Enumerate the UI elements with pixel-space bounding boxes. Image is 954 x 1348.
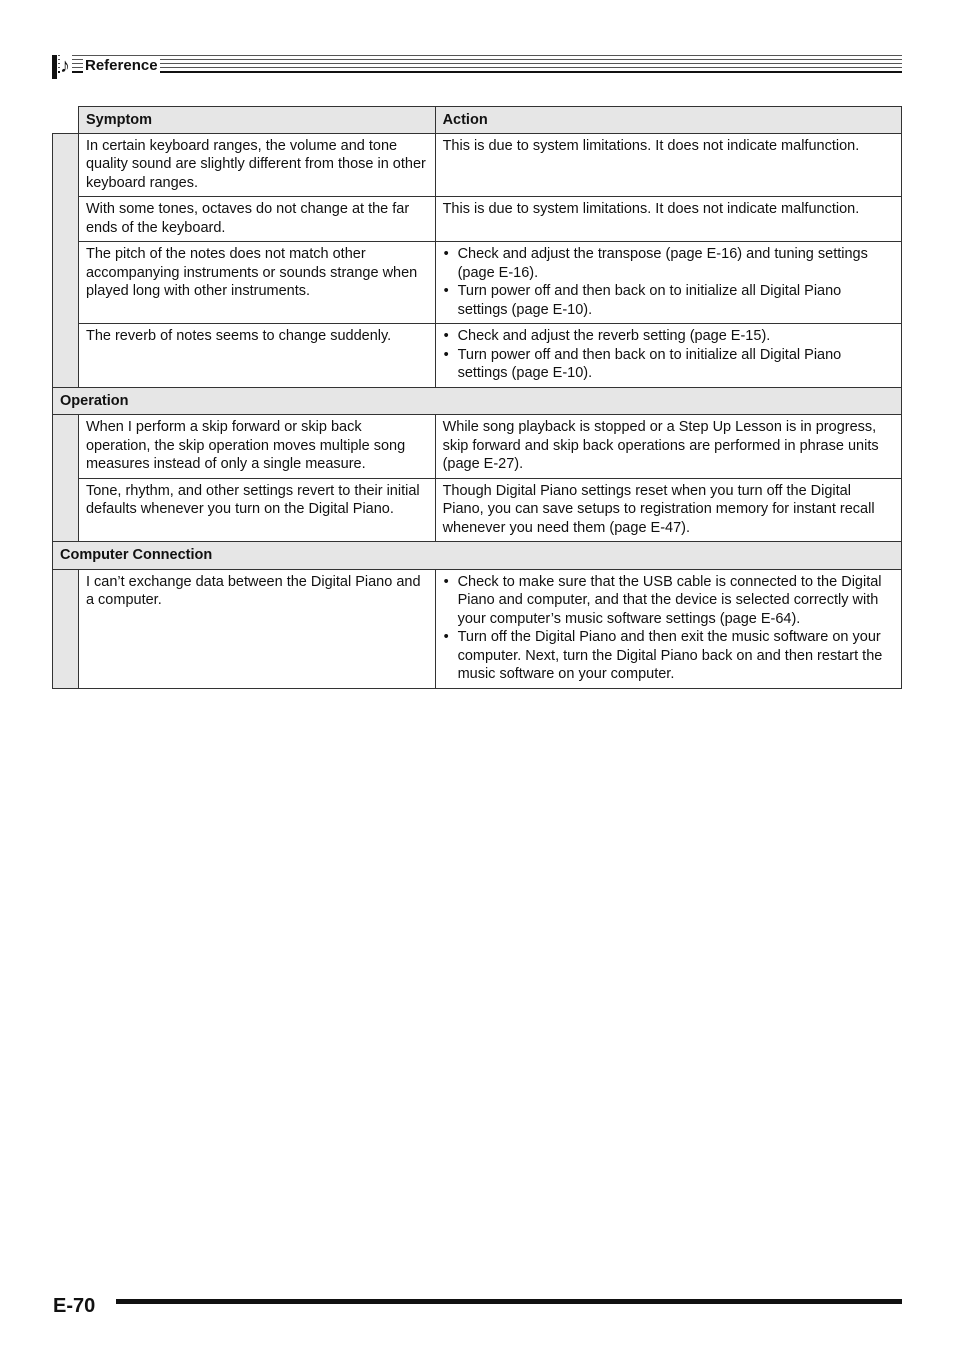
section-title: Reference [85,57,158,74]
table-row [53,133,902,197]
section-row-operation [53,387,902,415]
symptom-cell: I can’t exchange data between the Digital Piano and a computer. [78,569,435,688]
section-heading: Computer Connection [53,542,902,570]
symptom-cell: When I perform a skip forward or skip back operation, the skip operation moves multiple song measures instead of only a single measure. [78,415,435,479]
table-row [53,415,902,479]
page-number: E-70 [53,1295,96,1317]
action-bullet: • Check to make sure that the USB cable is connected to the Digital Piano and computer, and that the device is selected correctly with your computer’s music software settings (page E-64). [443,573,895,629]
symptom-cell: Tone, rhythm, and other settings revert to their initial defaults whenever you turn on the Digital Piano. [78,478,435,542]
symptom-cell: The pitch of the notes does not match other accompanying instruments or sounds strange when played long with other instruments. [78,242,435,324]
table-row [53,324,902,388]
page-header [52,54,902,80]
section-heading: Operation [53,387,902,415]
action-cell: This is due to system limitations. It does not indicate malfunction. [435,133,901,197]
footer-rule [116,1299,902,1304]
header-bar [52,55,57,79]
column-header-action: Action [435,107,901,134]
group-side-strip [53,415,79,542]
action-bullet: • Turn power off and then back on to initialize all Digital Piano settings (page E-10). [443,282,895,319]
symptom-cell: With some tones, octaves do not change at the far ends of the keyboard. [78,197,435,242]
action-cell: Though Digital Piano settings reset when you turn off the Digital Piano, you can save setups to registration memory for instant recall whenever you need them (page E-47). [435,478,901,542]
symptom-cell: In certain keyboard ranges, the volume and tone quality sound are slightly different from those in other keyboard ranges. [78,133,435,197]
header-staff-lines [58,55,902,76]
table-row [53,242,902,324]
action-cell: This is due to system limitations. It does not indicate malfunction. [435,197,901,242]
action-bullet: • Turn off the Digital Piano and then exit the music software on your computer. Next, turn the Digital Piano back on and then restart the music software on your computer. [443,628,895,684]
action-bullet: • Check and adjust the reverb setting (page E-15). [443,327,895,346]
group-side-strip [53,569,79,688]
group-side-strip [53,133,79,387]
table-row [53,569,902,688]
section-row-computer-connection [53,542,902,570]
action-cell [435,569,901,688]
column-header-symptom: Symptom [78,107,435,134]
action-bullet: • Check and adjust the transpose (page E-16) and tuning settings (page E-16). [443,245,895,282]
action-cell [435,324,901,388]
action-cell [435,242,901,324]
symptom-cell: The reverb of notes seems to change suddenly. [78,324,435,388]
table-row [53,197,902,242]
action-bullet: • Turn power off and then back on to initialize all Digital Piano settings (page E-10). [443,346,895,383]
troubleshooting-table [52,106,902,689]
action-cell: While song playback is stopped or a Step Up Lesson is in progress, skip forward and skip back operations are performed in phrase units (page E-27). [435,415,901,479]
music-note-icon: ♪ [60,55,70,77]
table-row [53,478,902,542]
table-header-row [53,107,902,134]
